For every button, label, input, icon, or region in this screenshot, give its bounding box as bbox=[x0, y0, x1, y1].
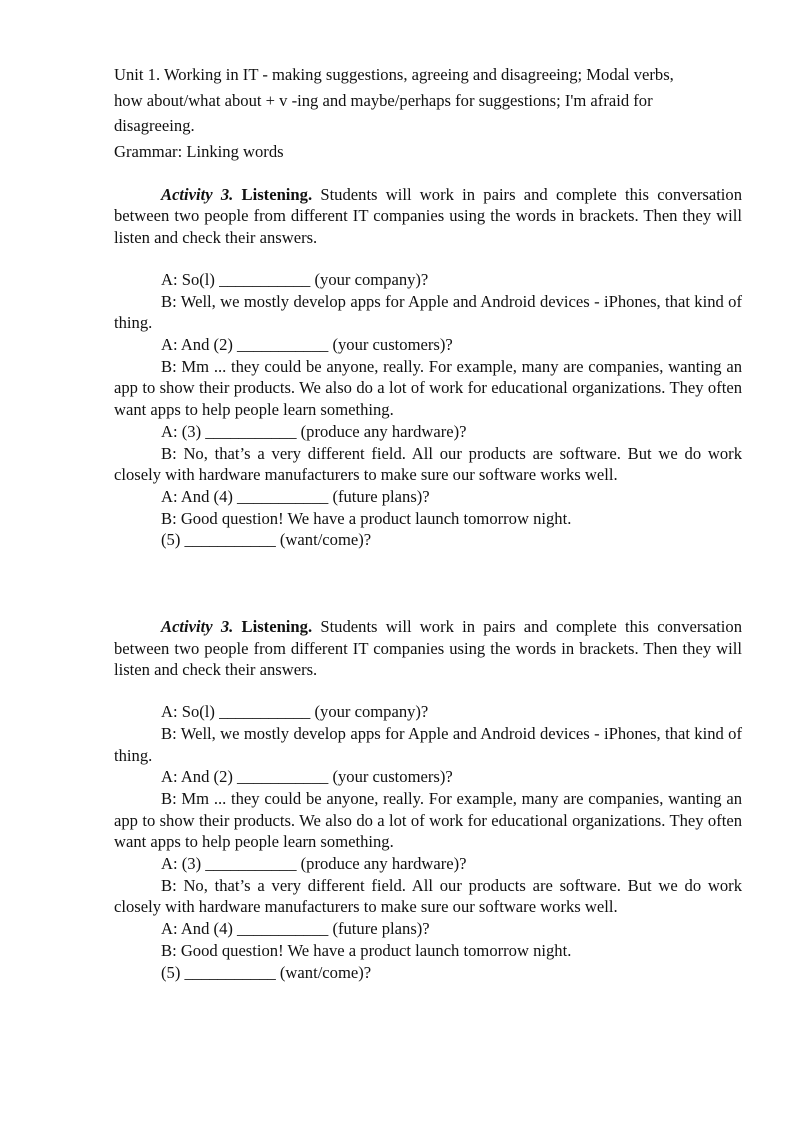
dialogue bbox=[114, 269, 742, 551]
activity-instructions bbox=[114, 616, 742, 681]
dialogue-line: B: Mm ... they could be anyone, really. For example, many are companies, wanting an app to show their products. We also do a lot of work for educational organizations. They often want apps to help people learn something. bbox=[114, 356, 742, 420]
dialogue-line: B: Good question! We have a product launch tomorrow night. bbox=[161, 508, 572, 528]
document-page bbox=[114, 62, 742, 983]
dialogue-line: B: No, that’s a very different field. All our products are software. But we do work closely with hardware manufacturers to make sure our software works well. bbox=[114, 875, 742, 917]
activity-title: Listening. bbox=[241, 184, 313, 204]
dialogue-line: A: And (2) ___________ (your customers)? bbox=[161, 335, 453, 354]
unit-intro-line: how about/what about + v -ing and maybe/perhaps for suggestions; I'm afraid for bbox=[114, 90, 653, 110]
grammar-line: Grammar: Linking words bbox=[114, 141, 284, 161]
activity-instructions-text: Students will work in pairs and complete this conversation between two people from different IT companies using the words in brackets. Then they will listen and check their answers. bbox=[114, 617, 743, 680]
activity-instructions bbox=[114, 184, 742, 249]
unit-intro-line: Unit 1. Working in IT - making suggestions, agreeing and disagreeing; Modal verbs, bbox=[114, 65, 674, 84]
dialogue bbox=[114, 701, 742, 983]
activity-label: Activity 3. bbox=[161, 184, 234, 204]
activity-title: Listening. bbox=[241, 617, 313, 637]
unit-intro bbox=[114, 62, 742, 139]
dialogue-line: A: And (2) ___________ (your customers)? bbox=[161, 767, 453, 787]
unit-intro-line: disagreeing. bbox=[114, 116, 195, 136]
dialogue-line: A: So(l) ___________ (your company)? bbox=[161, 702, 429, 722]
dialogue-line: A: (3) ___________ (produce any hardware)? bbox=[161, 421, 467, 441]
dialogue-line: B: Mm ... they could be anyone, really. For example, many are companies, wanting an app to show their products. We also do a lot of work for educational organizations. They often want apps to help people learn something. bbox=[114, 788, 742, 852]
dialogue-line: A: (3) ___________ (produce any hardware)? bbox=[161, 854, 467, 874]
activity-instructions-text: Students will work in pairs and complete this conversation between two people from different IT companies using the words in brackets. Then they will listen and check their answers. bbox=[114, 184, 743, 248]
activity-label: Activity 3. bbox=[161, 617, 234, 637]
dialogue-line: A: And (4) ___________ (future plans)? bbox=[161, 919, 430, 939]
dialogue-line: B: No, that’s a very different field. All our products are software. But we do work closely with hardware manufacturers to make sure our software works well. bbox=[114, 443, 742, 485]
dialogue-line: A: So(l) ___________ (your company)? bbox=[161, 269, 429, 289]
dialogue-line: B: Well, we mostly develop apps for Apple and Android devices - iPhones, that kind of thing. bbox=[114, 723, 742, 765]
dialogue-line: (5) ___________ (want/come)? bbox=[161, 962, 372, 982]
activity-section bbox=[114, 184, 742, 551]
dialogue-line: (5) ___________ (want/come)? bbox=[161, 530, 372, 550]
activity-section bbox=[114, 616, 742, 983]
dialogue-line: A: And (4) ___________ (future plans)? bbox=[161, 486, 430, 506]
dialogue-line: B: Good question! We have a product launch tomorrow night. bbox=[161, 940, 572, 960]
dialogue-line: B: Well, we mostly develop apps for Apple and Android devices - iPhones, that kind of thing. bbox=[114, 291, 742, 333]
